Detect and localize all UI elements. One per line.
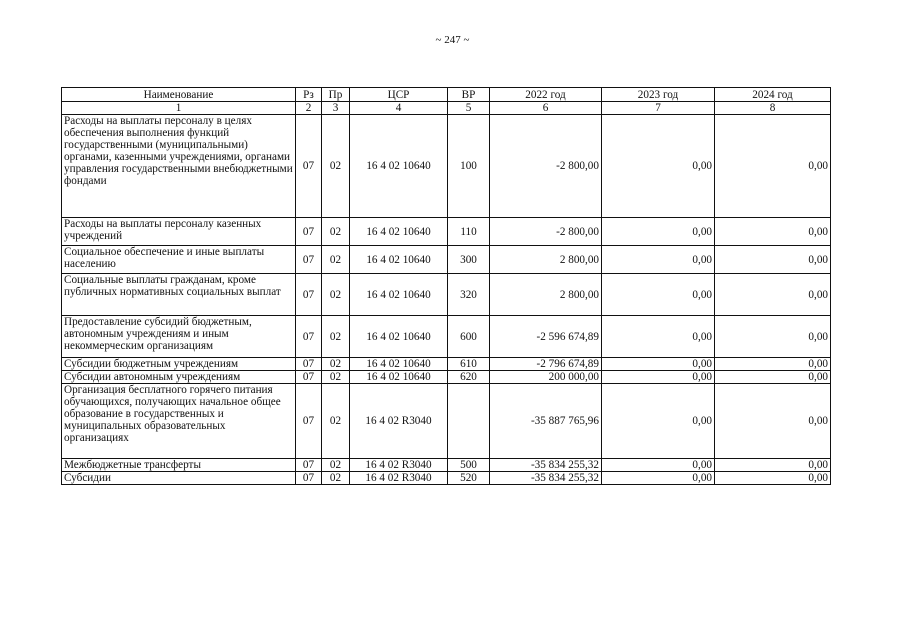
row-name: Организация бесплатного горячего питания обучающихся, получающих начальное общее образование в государственных и муниципальных образовательных организациях: [62, 384, 296, 459]
row-csr: 16 4 02 10640: [350, 371, 448, 384]
row-csr: 16 4 02 10640: [350, 316, 448, 358]
row-csr: 16 4 02 R3040: [350, 472, 448, 485]
table-row: [62, 371, 831, 384]
column-number: 4: [350, 102, 448, 115]
row-rz: 07: [296, 274, 322, 316]
row-2024: 0,00: [715, 274, 831, 316]
row-rz: 07: [296, 371, 322, 384]
row-vr: 110: [448, 218, 490, 246]
row-pr: 02: [322, 246, 350, 274]
row-rz: 07: [296, 358, 322, 371]
budget-table: [61, 87, 831, 485]
row-vr: 600: [448, 316, 490, 358]
row-name: Межбюджетные трансферты: [62, 459, 296, 472]
header-2022: 2022 год: [490, 88, 602, 102]
header-row: [62, 88, 831, 102]
row-2023: 0,00: [602, 384, 715, 459]
row-pr: 02: [322, 316, 350, 358]
row-vr: 500: [448, 459, 490, 472]
row-name: Социальные выплаты гражданам, кроме публичных нормативных социальных выплат: [62, 274, 296, 316]
column-number: 6: [490, 102, 602, 115]
row-rz: 07: [296, 472, 322, 485]
table-row: [62, 459, 831, 472]
page-number: ~ 247 ~: [435, 34, 470, 46]
row-2023: 0,00: [602, 358, 715, 371]
row-2024: 0,00: [715, 218, 831, 246]
row-name: Субсидии: [62, 472, 296, 485]
row-2022: -2 800,00: [490, 115, 602, 218]
row-vr: 300: [448, 246, 490, 274]
table-row: [62, 218, 831, 246]
row-vr: [448, 384, 490, 459]
table-row: [62, 358, 831, 371]
row-2023: 0,00: [602, 459, 715, 472]
table-row: [62, 384, 831, 459]
row-csr: 16 4 02 10640: [350, 115, 448, 218]
row-rz: 07: [296, 115, 322, 218]
header-2024: 2024 год: [715, 88, 831, 102]
row-rz: 07: [296, 384, 322, 459]
row-csr: 16 4 02 R3040: [350, 459, 448, 472]
header-csr: ЦСР: [350, 88, 448, 102]
row-2023: 0,00: [602, 472, 715, 485]
table-row: [62, 472, 831, 485]
row-2022: -35 834 255,32: [490, 459, 602, 472]
row-pr: 02: [322, 384, 350, 459]
row-csr: 16 4 02 10640: [350, 246, 448, 274]
row-2022: -35 834 255,32: [490, 472, 602, 485]
column-number: 1: [62, 102, 296, 115]
row-2023: 0,00: [602, 316, 715, 358]
row-2022: 2 800,00: [490, 274, 602, 316]
row-name: Расходы на выплаты персоналу казенных учреждений: [62, 218, 296, 246]
row-2024: 0,00: [715, 316, 831, 358]
row-pr: 02: [322, 459, 350, 472]
row-2024: 0,00: [715, 358, 831, 371]
row-vr: 100: [448, 115, 490, 218]
row-2024: 0,00: [715, 472, 831, 485]
column-number: 7: [602, 102, 715, 115]
row-vr: 620: [448, 371, 490, 384]
row-vr: 520: [448, 472, 490, 485]
row-csr: 16 4 02 10640: [350, 218, 448, 246]
row-2024: 0,00: [715, 371, 831, 384]
header-2023: 2023 год: [602, 88, 715, 102]
column-number: 8: [715, 102, 831, 115]
row-pr: 02: [322, 472, 350, 485]
row-pr: 02: [322, 274, 350, 316]
row-2023: 0,00: [602, 246, 715, 274]
row-pr: 02: [322, 371, 350, 384]
row-2024: 0,00: [715, 384, 831, 459]
row-name: Субсидии автономным учреждениям: [62, 371, 296, 384]
row-2023: 0,00: [602, 218, 715, 246]
row-2024: 0,00: [715, 246, 831, 274]
row-2024: 0,00: [715, 115, 831, 218]
header-pr: Пр: [322, 88, 350, 102]
row-rz: 07: [296, 246, 322, 274]
row-pr: 02: [322, 358, 350, 371]
row-csr: 16 4 02 10640: [350, 358, 448, 371]
row-2023: 0,00: [602, 115, 715, 218]
header-name: Наименование: [62, 88, 296, 102]
row-2022: -2 796 674,89: [490, 358, 602, 371]
row-pr: 02: [322, 218, 350, 246]
column-number-row: [62, 102, 831, 115]
column-number: 3: [322, 102, 350, 115]
table-row: [62, 274, 831, 316]
column-number: 5: [448, 102, 490, 115]
column-number: 2: [296, 102, 322, 115]
row-2024: 0,00: [715, 459, 831, 472]
table-row: [62, 316, 831, 358]
row-2022: 200 000,00: [490, 371, 602, 384]
row-name: Предоставление субсидий бюджетным, автономным учреждениям и иным некоммерческим организациям: [62, 316, 296, 358]
row-pr: 02: [322, 115, 350, 218]
row-2022: -2 596 674,89: [490, 316, 602, 358]
row-2023: 0,00: [602, 371, 715, 384]
row-vr: 320: [448, 274, 490, 316]
row-rz: 07: [296, 459, 322, 472]
header-vr: ВР: [448, 88, 490, 102]
row-2022: -2 800,00: [490, 218, 602, 246]
row-csr: 16 4 02 10640: [350, 274, 448, 316]
table-row: [62, 115, 831, 218]
header-rz: Рз: [296, 88, 322, 102]
row-2022: -35 887 765,96: [490, 384, 602, 459]
row-vr: 610: [448, 358, 490, 371]
row-csr: 16 4 02 R3040: [350, 384, 448, 459]
row-name: Субсидии бюджетным учреждениям: [62, 358, 296, 371]
row-2022: 2 800,00: [490, 246, 602, 274]
row-rz: 07: [296, 316, 322, 358]
row-2023: 0,00: [602, 274, 715, 316]
row-rz: 07: [296, 218, 322, 246]
row-name: Социальное обеспечение и иные выплаты населению: [62, 246, 296, 274]
table-row: [62, 246, 831, 274]
row-name: Расходы на выплаты персоналу в целях обеспечения выполнения функций государственными (муниципальными) органами, казенными учреждениями, органами управления государственными внебюджетными фондами: [62, 115, 296, 218]
